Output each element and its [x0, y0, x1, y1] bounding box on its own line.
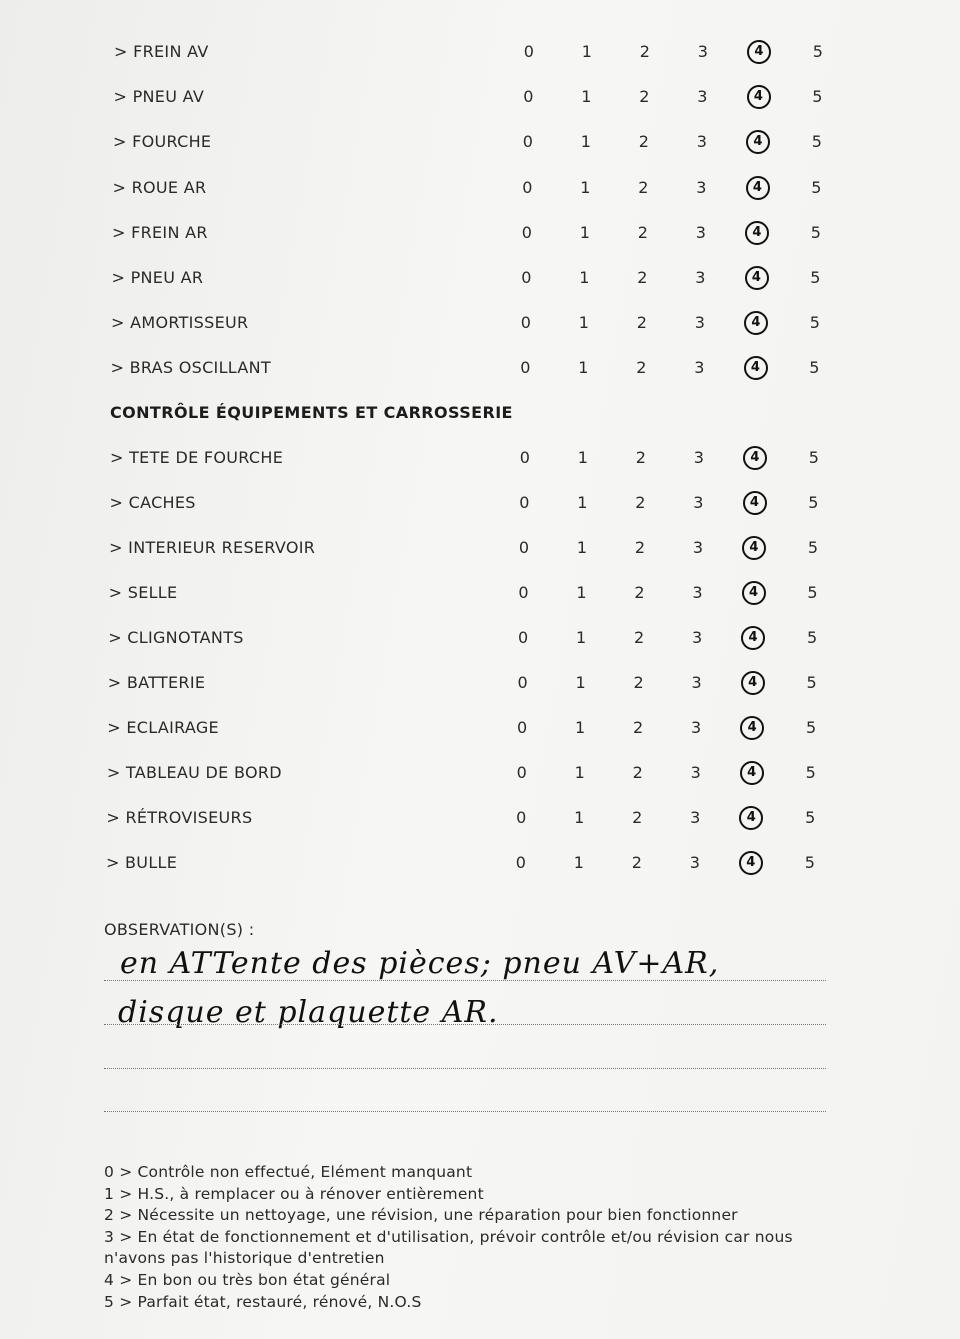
- score-option: 3: [696, 132, 708, 152]
- rating-legend: [104, 1162, 824, 1313]
- score-option: 3: [689, 853, 701, 872]
- score-option: 3: [695, 222, 707, 242]
- observation-handwriting-line-2: disque et plaquette AR.: [118, 995, 499, 1030]
- observations-title: OBSERVATION(S) :: [104, 920, 255, 939]
- observation-line: [104, 1024, 826, 1025]
- checklist-item-label: > PNEU AV: [113, 87, 205, 107]
- score-option: 1: [575, 628, 587, 647]
- score-option: 5: [811, 177, 822, 197]
- selected-score-circle: 4: [742, 581, 766, 605]
- checklist-row: [113, 132, 833, 156]
- score-option: 0: [517, 628, 529, 647]
- score-option: 1: [575, 673, 586, 692]
- score-option: 3: [696, 177, 707, 197]
- score-option: 0: [520, 358, 531, 378]
- selected-score-circle: 4: [743, 491, 767, 515]
- checklist-item-label: > FREIN AR: [112, 222, 208, 242]
- score-option: 0: [521, 222, 533, 242]
- score-option: 1: [575, 718, 586, 737]
- score-option: 3: [695, 268, 706, 287]
- checklist-item-label: > PNEU AR: [111, 268, 204, 287]
- score-option: 5: [812, 42, 824, 61]
- selected-score-circle: 4: [745, 221, 769, 245]
- score-option: 5: [810, 222, 822, 242]
- checklist-item-label: > SELLE: [108, 583, 178, 602]
- checklist-row: [110, 493, 830, 517]
- selected-score-circle: 4: [739, 851, 763, 875]
- score-option: 1: [573, 853, 585, 872]
- score-option: 5: [805, 763, 817, 782]
- score-option: 5: [807, 538, 819, 557]
- score-option: 2: [634, 538, 646, 557]
- score-option: 2: [637, 222, 649, 242]
- score-option: 2: [633, 673, 644, 692]
- score-option: 5: [806, 718, 817, 737]
- section-title: CONTRÔLE ÉQUIPEMENTS ET CARROSSERIE: [110, 403, 513, 422]
- score-option: 2: [633, 718, 644, 737]
- score-option: 0: [519, 493, 530, 512]
- score-option: 0: [520, 313, 532, 333]
- score-option: 5: [808, 448, 820, 467]
- score-option: 1: [578, 313, 590, 333]
- score-option: 3: [691, 628, 703, 647]
- checklist-item-label: > TABLEAU DE BORD: [106, 763, 282, 782]
- checklist-row: [107, 718, 827, 742]
- checklist-item-label: > FREIN AV: [114, 42, 209, 61]
- legend-item: 1 > H.S., à remplacer ou à rénover entièrement: [104, 1184, 484, 1203]
- score-option: 1: [574, 763, 586, 782]
- observation-line: [104, 980, 826, 981]
- score-option: 2: [632, 763, 644, 782]
- score-option: 3: [693, 493, 704, 512]
- score-option: 0: [518, 583, 529, 602]
- checklist-item-label: > CACHES: [109, 493, 196, 512]
- score-option: 1: [576, 538, 588, 557]
- score-option: 3: [690, 808, 701, 827]
- score-option: 3: [693, 448, 705, 467]
- score-option: 1: [580, 177, 591, 197]
- checklist-item-label: > RÉTROVISEURS: [106, 808, 253, 827]
- checklist-item-label: > BATTERIE: [107, 673, 206, 692]
- score-option: 0: [519, 448, 531, 467]
- selected-score-circle: 4: [745, 266, 769, 290]
- score-option: 0: [517, 673, 528, 692]
- selected-score-circle: 4: [740, 761, 764, 785]
- score-option: 5: [806, 628, 818, 647]
- checklist-row: [113, 178, 833, 202]
- score-option: 0: [523, 42, 535, 61]
- score-option: 3: [694, 313, 706, 333]
- score-option: 1: [581, 87, 592, 107]
- score-option: 3: [690, 763, 702, 782]
- score-option: 2: [632, 808, 643, 827]
- checklist-row: [111, 313, 831, 337]
- score-option: 0: [517, 718, 528, 737]
- legend-item: 4 > En bon ou très bon état général: [104, 1270, 391, 1289]
- selected-score-circle: 4: [741, 626, 765, 650]
- selected-score-circle: 4: [744, 311, 768, 335]
- selected-score-circle: 4: [741, 671, 765, 695]
- score-option: 0: [516, 808, 527, 827]
- score-option: 0: [523, 87, 534, 107]
- checklist-row: [111, 358, 831, 382]
- score-option: 5: [805, 808, 816, 827]
- score-option: 1: [581, 42, 593, 61]
- score-option: 2: [639, 42, 651, 61]
- score-option: 2: [636, 358, 647, 378]
- score-option: 3: [691, 718, 702, 737]
- score-option: 0: [516, 763, 528, 782]
- checklist-row: [114, 87, 834, 111]
- score-option: 2: [636, 313, 648, 333]
- score-option: 1: [580, 132, 592, 152]
- checklist-item-label: > BRAS OSCILLANT: [110, 358, 271, 378]
- checklist-item-label: > TETE DE FOURCHE: [110, 448, 284, 467]
- score-option: 1: [574, 808, 585, 827]
- selected-score-circle: 4: [746, 176, 770, 200]
- score-option: 1: [578, 358, 589, 378]
- checklist-item-label: > FOURCHE: [113, 132, 212, 152]
- score-option: 3: [692, 583, 703, 602]
- score-option: 0: [521, 268, 532, 287]
- legend-item: 0 > Contrôle non effectué, Elément manquant: [104, 1163, 473, 1181]
- checklist-item-label: > AMORTISSEUR: [111, 313, 249, 333]
- checklist-item-label: > CLIGNOTANTS: [108, 628, 244, 647]
- score-option: 3: [692, 538, 704, 557]
- legend-item: n'avons pas l'historique d'entretien: [104, 1249, 385, 1268]
- score-option: 2: [633, 628, 645, 647]
- checklist-item-label: > ROUE AR: [112, 177, 207, 197]
- score-option: 3: [697, 42, 709, 61]
- legend-item: 5 > Parfait état, restauré, rénové, N.O.S: [104, 1292, 422, 1311]
- checklist-row: [114, 42, 834, 66]
- selected-score-circle: 4: [744, 356, 768, 380]
- score-option: 2: [637, 268, 648, 287]
- observation-line: [104, 1111, 826, 1112]
- score-option: 2: [635, 448, 647, 467]
- legend-item: 2 > Nécessite un nettoyage, une révision, une réparation pour bien fonctionner: [104, 1206, 738, 1225]
- score-option: 0: [518, 538, 530, 557]
- score-option: 2: [639, 87, 650, 107]
- score-option: 2: [634, 583, 645, 602]
- score-option: 5: [806, 673, 817, 692]
- score-option: 1: [577, 493, 588, 512]
- selected-score-circle: 4: [747, 40, 771, 64]
- score-option: 0: [522, 132, 534, 152]
- checklist-row: [106, 808, 826, 832]
- score-option: 2: [631, 853, 643, 872]
- checklist-item-label: > INTERIEUR RESERVOIR: [109, 538, 316, 557]
- score-option: 5: [804, 853, 816, 872]
- checklist-row: [108, 673, 828, 697]
- score-option: 2: [635, 493, 646, 512]
- score-option: 1: [579, 268, 590, 287]
- observation-line: [104, 1068, 826, 1069]
- score-option: 1: [577, 448, 589, 467]
- score-option: 5: [809, 358, 820, 378]
- score-option: 1: [576, 583, 587, 602]
- score-option: 2: [638, 177, 649, 197]
- score-option: 3: [691, 673, 702, 692]
- checklist-row: [109, 538, 829, 562]
- score-option: 0: [522, 177, 533, 197]
- selected-score-circle: 4: [739, 806, 763, 830]
- checklist-row: [108, 628, 828, 652]
- score-option: 5: [807, 583, 818, 602]
- score-option: 0: [515, 853, 527, 872]
- score-option: 2: [638, 132, 650, 152]
- score-option: 3: [697, 87, 708, 107]
- checklist-row: [109, 583, 829, 607]
- score-option: 5: [809, 313, 821, 333]
- selected-score-circle: 4: [747, 85, 771, 109]
- score-option: 1: [579, 222, 591, 242]
- score-option: 3: [694, 358, 705, 378]
- checklist-item-label: > BULLE: [105, 853, 178, 872]
- selected-score-circle: 4: [742, 536, 766, 560]
- observation-handwriting-line-1: en ATTente des pièces; pneu AV+AR,: [120, 946, 720, 981]
- score-option: 5: [812, 87, 823, 107]
- selected-score-circle: 4: [746, 130, 770, 154]
- checklist-row: [107, 763, 827, 787]
- score-option: 5: [808, 493, 819, 512]
- checklist-item-label: > ECLAIRAGE: [107, 718, 219, 737]
- checklist-row: [110, 448, 830, 472]
- selected-score-circle: 4: [743, 446, 767, 470]
- checklist-row: [112, 268, 832, 292]
- checklist-row: [106, 853, 826, 877]
- legend-item: 3 > En état de fonctionnement et d'utilisation, prévoir contrôle et/ou révision car nous: [104, 1227, 793, 1246]
- checklist-row: [112, 223, 832, 247]
- score-option: 5: [811, 132, 823, 152]
- selected-score-circle: 4: [740, 716, 764, 740]
- score-option: 5: [810, 268, 821, 287]
